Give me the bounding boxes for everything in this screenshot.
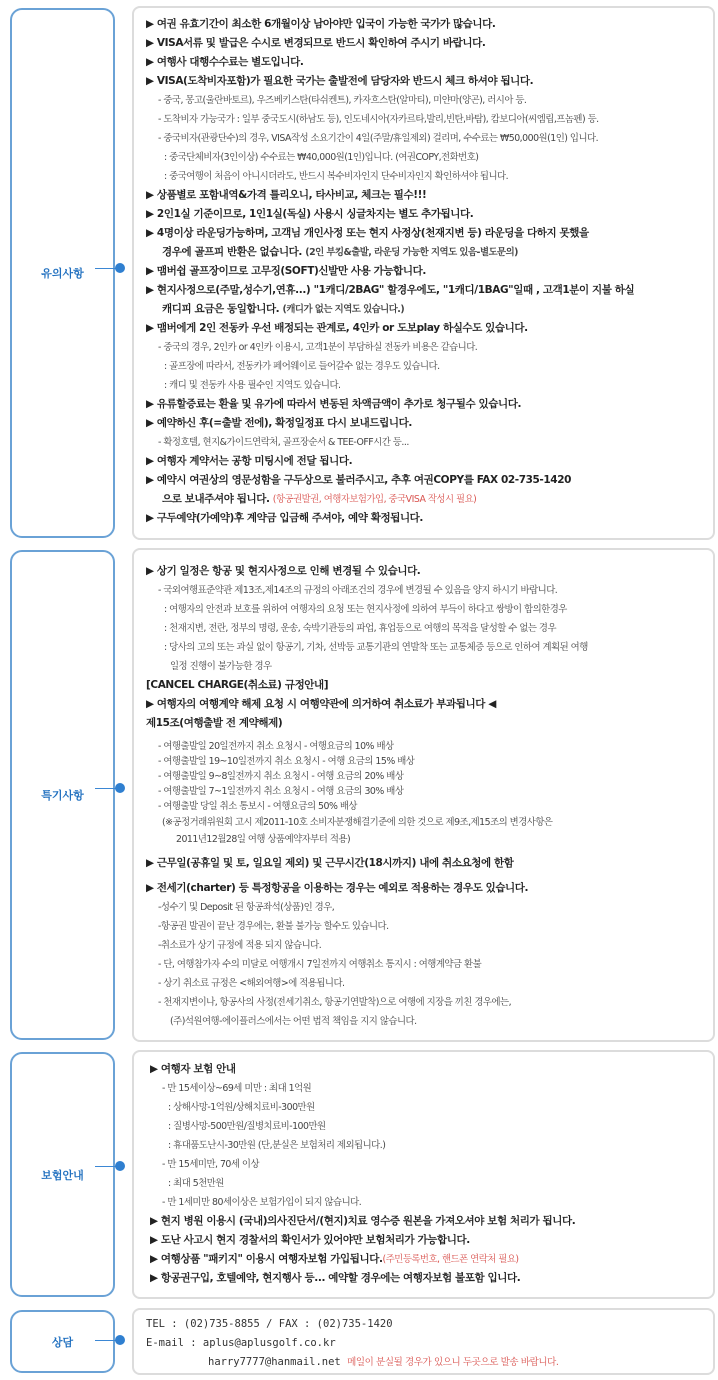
notice-line: - 중국, 몽고(울란바토르), 우즈베키스탄(타쉬켄트), 카자흐스탄(알마티), 미얀마(양곤), 러시아 등. — [158, 95, 527, 106]
notice-line — [146, 490, 705, 509]
insurance-line: : 질병사망-500만원/질병치료비-100만원 — [168, 1121, 326, 1132]
notice-line-note: (2인 부킹&출발, 라운딩 가능한 지역도 있음-별도문의) — [305, 247, 518, 258]
notice-line: ▶ 여권 유효기간이 최소한 6개월이상 남아야만 입국이 가능한 국가가 많습니다. — [146, 18, 496, 30]
insurance-line: ▶ 현지 병원 이용시 (국내)의사진단서/(현지)치료 영수증 원본을 가져오셔야 보험 처리가 됩니다. — [150, 1215, 576, 1227]
contact-label-box — [10, 1310, 115, 1373]
insurance-dot-icon — [115, 1161, 125, 1171]
insurance-line: - 만 15세이상~69세 미만 : 최대 1억원 — [162, 1083, 312, 1094]
special-line: -성수기 및 Deposit 된 항공좌석(상품)인 경우, — [158, 902, 335, 913]
notice-line: ▶ 4명이상 라운딩가능하며, 고객님 개인사정 또는 현지 사정상(천재지변 등) 라운딩을 다하지 못했을 — [146, 227, 589, 239]
special-line: - 국외여행표준약관 제13조,제14조의 규정의 아래조건의 경우에 변경될 수 있음을 양지 하시기 바랍니다. — [158, 585, 558, 596]
notice-line: - 중국비자(관광단수)의 경우, VISA작성 소요기간이 4일(주말/휴일제외) 걸리며, 수수료는 ₩50,000원(1인) 입니다. — [158, 133, 599, 144]
notice-line: ▶ 예약시 여권상의 영문성함을 구두상으로 불러주시고, 추후 여권COPY를 FAX 02-735-1420 — [146, 474, 572, 486]
notice-line: ▶ 여행사 대행수수료는 별도입니다. — [146, 56, 304, 68]
special-line: ▶ 상기 일정은 항공 및 현지사정으로 인해 변경될 수 있습니다. — [146, 565, 421, 577]
special-line: - 여행출발일 19~10일전까지 취소 요청시 - 여행 요금의 15% 배상 — [158, 756, 415, 767]
notice-line: : 중국여행이 처음이 아니시더라도, 반드시 복수비자인지 단수비자인지 확인하셔야 됩니다. — [164, 171, 509, 182]
insurance-line: ▶ 항공권구입, 호텔예약, 현지행사 등... 예약할 경우에는 여행자보험 불포함 입니다. — [150, 1272, 521, 1284]
notice-line-note: (캐디가 없는 지역도 있습니다.) — [282, 304, 405, 315]
notice-line: ▶ 2인1실 기준이므로, 1인1실(독실) 사용시 싱글차지는 별도 추가됩니다. — [146, 208, 474, 220]
special-line: ▶ 여행자의 여행계약 해제 요청 시 여행약관에 의거하여 취소료가 부과됩니다 ◀ — [146, 698, 496, 710]
special-line: [CANCEL CHARGE(취소료) 규정안내] — [146, 679, 329, 691]
contact-email-note: 메일이 분실될 경우가 있으니 두곳으로 발송 바랍니다. — [347, 1357, 559, 1368]
insurance-line: : 최대 5천만원 — [168, 1178, 224, 1189]
insurance-line: - 만 15세미만, 70세 이상 — [162, 1159, 260, 1170]
notice-line: ▶ 맴버에게 2인 전동카 우선 배정되는 관계로, 4인카 or 도보play 하실수도 있습니다. — [146, 322, 528, 334]
contact-dot-icon — [115, 1335, 125, 1345]
special-line: - 여행출발 당일 취소 통보시 - 여행요금의 50% 배상 — [158, 801, 357, 812]
insurance-line-part: ▶ 여행상품 "패키지" 이용시 여행자보험 가입됩니다. — [150, 1253, 383, 1265]
special-line: : 천재지변, 전란, 정부의 명령, 운송, 숙박기관등의 파업, 휴업등으로 여행의 목적을 달성할 수 없는 경우 — [164, 623, 557, 634]
notice-line: - 확정호텔, 현지&가이드연락처, 골프장순서 & TEE-OFF시간 등... — [158, 437, 409, 448]
notice-line: - 도착비자 가능국가 : 일부 중국도시(하남도 등), 인도네시아(자카르타,발리,빈탄,바탐), 캄보디아(씨엠립,프놈펜) 등. — [158, 114, 599, 125]
notice-label-box — [10, 8, 115, 538]
notice-line: ▶ 맴버쉽 골프장이므로 고무징(SOFT)신발만 사용 가능합니다. — [146, 265, 426, 277]
insurance-line: - 만 1세미만 80세이상은 보험가입이 되지 않습니다. — [162, 1197, 362, 1208]
special-line: : 당사의 고의 또는 과실 없이 항공기, 기차, 선박등 교통기관의 연발착 또는 교통체증 등으로 인하여 계획된 여행 — [164, 642, 588, 653]
special-content — [132, 548, 715, 1042]
special-line: : 여행자의 안전과 보호를 위하여 여행자의 요청 또는 현지사정에 의하여 부득이 하다고 쌍방이 합의한경우 — [164, 604, 567, 615]
notice-line: ▶ 여행자 계약서는 공항 미팅시에 전달 됩니다. — [146, 455, 353, 467]
notice-line — [146, 300, 705, 319]
notice-dot-icon — [115, 263, 125, 273]
insurance-label-box — [10, 1052, 115, 1297]
notice-line-note-red: (항공권발권, 여행자보험가입, 중국VISA 작성시 필요) — [272, 494, 477, 505]
special-line: (※공정거래위원회 고시 제2011-10호 소비자분쟁해결기준에 의한 것으로 제9조,제15조의 변경사항은 — [162, 817, 553, 828]
special-line: -항공권 발권이 끝난 경우에는, 환불 불가능 할수도 있습니다. — [158, 921, 389, 932]
insurance-line-note-red: (주민등록번호, 핸드폰 연락처 필요) — [382, 1254, 519, 1265]
special-line: ▶ 근무일(공휴일 및 토, 일요일 제외) 및 근무시간(18시까지) 내에 취소요청에 한함 — [146, 857, 514, 869]
notice-line: : 중국단체비자(3인이상) 수수료는 ₩40,000원(1인)입니다. (여권COPY,전화번호) — [164, 152, 479, 163]
contact-email-secondary[interactable]: harry7777@hanmail.net — [208, 1356, 341, 1368]
contact-email[interactable] — [146, 1334, 705, 1353]
contact-tel: TEL : (02)735-8855 / FAX : (02)735-1420 — [146, 1318, 393, 1330]
special-line: - 여행출발일 7~1일전까지 취소 요청시 - 여행 요금의 30% 배상 — [158, 786, 404, 797]
notice-line-part: 경우에 골프피 반환은 없습니다. — [162, 246, 303, 258]
special-line: - 천재지변이나, 항공사의 사정(전세기취소, 항공기연발착)으로 여행에 지장을 끼친 경우에는, — [158, 997, 512, 1008]
special-line: 2011년12월28일 여행 상품예약자부터 적용) — [176, 834, 351, 845]
notice-line: ▶ 유류할증료는 환율 및 유가에 따라서 변동된 차액금액이 추가로 청구될수 있습니다. — [146, 398, 522, 410]
contact-label: 상담 — [51, 1335, 74, 1349]
notice-line: : 캐디 및 전동카 사용 필수인 지역도 있습니다. — [164, 380, 341, 391]
special-line: -취소료가 상기 규정에 적용 되지 않습니다. — [158, 940, 322, 951]
insurance-label: 보험안내 — [41, 1168, 84, 1182]
insurance-line — [150, 1250, 705, 1269]
contact-email-secondary-row — [146, 1353, 705, 1372]
special-line: - 단, 여행참가자 수의 미달로 여행개시 7일전까지 여행취소 통지시 : 여행계약금 환불 — [158, 959, 482, 970]
notice-content — [132, 6, 715, 540]
contact-content — [132, 1308, 715, 1375]
special-dot-icon — [115, 783, 125, 793]
special-label-box — [10, 550, 115, 1040]
special-line: - 여행출발일 20일전까지 취소 요청시 - 여행요금의 10% 배상 — [158, 741, 394, 752]
notice-line-part: 캐디피 요금은 동일합니다. — [162, 303, 280, 315]
special-line: 제15조(여행출발 전 계약해제) — [146, 717, 283, 729]
special-line: 일정 진행이 불가능한 경우 — [170, 661, 272, 672]
notice-line-part: 으로 보내주셔야 됩니다. — [162, 493, 270, 505]
special-line: - 여행출발일 9~8일전까지 취소 요청시 - 여행 요금의 20% 배상 — [158, 771, 404, 782]
special-line: ▶ 전세기(charter) 등 특정항공을 이용하는 경우는 예외로 적용하는 경우도 있습니다. — [146, 882, 529, 894]
notice-line: ▶ 구두예약(가예약)후 계약금 입금해 주셔야, 예약 확정됩니다. — [146, 512, 424, 524]
notice-line: ▶ 현지사정으로(주말,성수기,연휴...) "1캐디/2BAG" 할경우에도, "1캐디/1BAG"일때 , 고객1분이 지불 하실 — [146, 284, 635, 296]
notice-line: ▶ 상품별로 포함내역&가격 틀리오니, 타사비교, 체크는 필수!!! — [146, 189, 427, 201]
contact-email-primary[interactable]: E-mail : aplus@aplusgolf.co.kr — [146, 1337, 336, 1349]
insurance-line: : 휴대품도난시-30만원 (단,분실은 보험처리 제외됩니다.) — [168, 1140, 386, 1151]
notice-line: ▶ VISA(도착비자포함)가 필요한 국가는 출발전에 담당자와 반드시 체크 하셔야 됩니다. — [146, 75, 534, 87]
special-line: - 상기 취소료 규정은 <해외여행>에 적용됩니다. — [158, 978, 345, 989]
special-label: 특기사항 — [41, 789, 84, 802]
insurance-line: : 상해사망-1억원/상해치료비-300만원 — [168, 1102, 315, 1113]
notice-line — [146, 243, 705, 262]
notice-line: ▶ VISA서류 및 발급은 수시로 변경되므로 반드시 확인하여 주시기 바랍니다. — [146, 37, 486, 49]
special-line: (주)석원여행-에이플러스에서는 어떤 법적 책임을 지지 않습니다. — [170, 1016, 417, 1027]
notice-label: 유의사항 — [41, 267, 84, 280]
insurance-line: ▶ 여행자 보험 안내 — [150, 1063, 236, 1075]
insurance-line: ▶ 도난 사고시 현지 경찰서의 확인서가 있어야만 보험처리가 가능합니다. — [150, 1234, 470, 1246]
notice-line: : 골프장에 따라서, 전동카가 페어웨이로 들어갈수 없는 경우도 있습니다. — [164, 361, 440, 372]
insurance-content — [132, 1050, 715, 1299]
notice-line: ▶ 예약하신 후(=출발 전에), 확정일정표 다시 보내드립니다. — [146, 417, 412, 429]
notice-line: - 중국의 경우, 2인카 or 4인카 이용시, 고객1분이 부담하실 전동카 비용은 같습니다. — [158, 342, 478, 353]
